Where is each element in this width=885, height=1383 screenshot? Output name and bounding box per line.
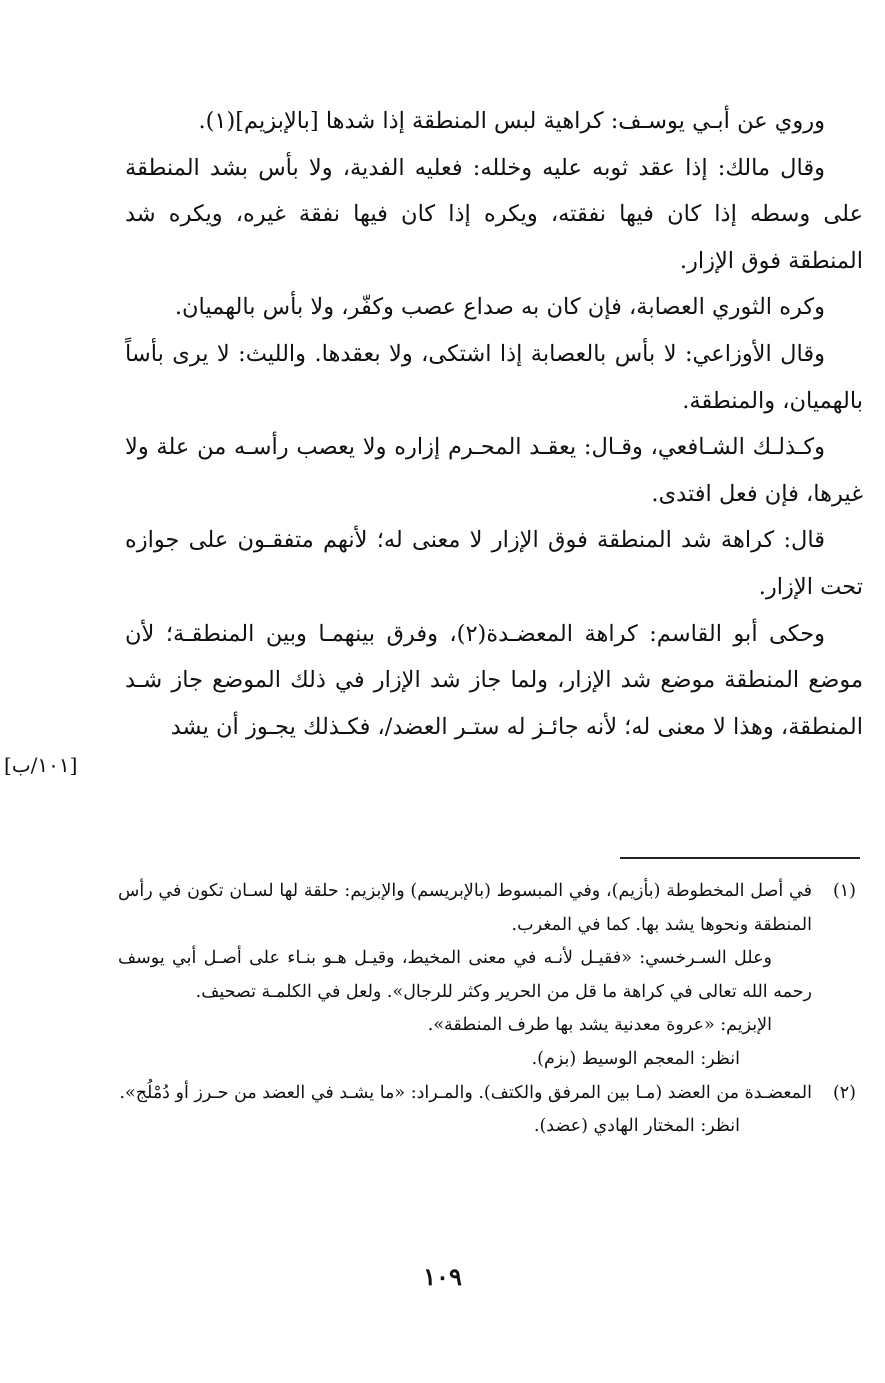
- footnote-line: انظر: المختار الهادي (عضد).: [533, 1116, 740, 1137]
- footnote-line: المعضـدة من العضد (مـا بين المرفق والكتف). والمـراد: «ما يشـد في العضد من حـرز أو دُمْلُج».: [119, 1082, 812, 1103]
- footnote-body: [118, 875, 812, 1077]
- footnote-line: الإبزيم: «عروة معدنية يشد بها طرف المنطقة».: [427, 1015, 772, 1036]
- footnote-1: [118, 875, 856, 1077]
- footnote-number: (١): [832, 881, 856, 901]
- footnote-divider: [620, 857, 860, 859]
- paragraph-1: وروي عن أبـي يوسـف: كراهية لبس المنطقة إذا شدها [بالإبزيم](١).: [198, 108, 825, 134]
- footnote-line: وعلل السـرخسي: «فقيـل لأنـه في معنى المخيط، وقيـل هـو بنـاء على أصـل أبي يوسف رحمه الله تعالى في كراهة ما قل من الحرير وكثر للرجال». ولعل في الكلمـة تصحيف.: [118, 948, 812, 1002]
- paragraph-7: وحكى أبو القاسم: كراهة المعضـدة(٢)، وفرق بينهمـا وبين المنطقـة؛ لأن موضع المنطقة موضع شد الإزار، ولما جاز شد الإزار في ذلك الموضع جاز شـد المنطقة، وهذا لا معنى له؛ لأنه جائـز له ستـر العضد/، فكـذلك يجـوز أن يشد: [125, 620, 863, 740]
- page-number: ١٠٩: [423, 1262, 462, 1291]
- paragraph-2: وقال مالك: إذا عقد ثوبه عليه وخلله: فعليه الفدية، ولا بأس بشد المنطقة على وسطه إذا كان فيها نفقته، ويكره إذا كان فيها نفقة غيره، ويكره شد المنطقة فوق الإزار.: [125, 154, 863, 274]
- footnote-2: [118, 1077, 856, 1144]
- footnote-line: في أصل المخطوطة (بأزيم)، وفي المبسوط (بالإبريسم) والإبزيم: حلقة لها لسـان تكون في رأس المنطقة ونحوها يشد بها. كما في المغرب.: [118, 881, 812, 935]
- footnote-number: (٢): [832, 1082, 856, 1103]
- paragraph-4: وقال الأوزاعي: لا بأس بالعصابة إذا اشتكى، ولا بعقدها. والليث: لا يرى بأساً بالهميان، والمنطقة.: [125, 340, 863, 414]
- manuscript-folio-marker: [١٠١/ب]: [4, 753, 78, 777]
- footnote-body: [118, 1077, 812, 1144]
- paragraph-5: وكـذلـك الشـافعي، وقـال: يعقـد المحـرم إزاره ولا يعصب رأسـه من علة ولا غيرها، فإن فعل افتدى.: [125, 434, 863, 507]
- footnote-line: انظر: المعجم الوسيط (بزم).: [531, 1048, 740, 1069]
- main-text: [125, 98, 863, 750]
- paragraph-6: قال: كراهة شد المنطقة فوق الإزار لا معنى له؛ لأنهم متفقـون على جوازه تحت الإزار.: [125, 527, 863, 600]
- footnotes: [118, 875, 856, 1144]
- paragraph-3: وكره الثوري العصابة، فإن كان به صداع عصب وكفّر، ولا بأس بالهميان.: [174, 294, 825, 321]
